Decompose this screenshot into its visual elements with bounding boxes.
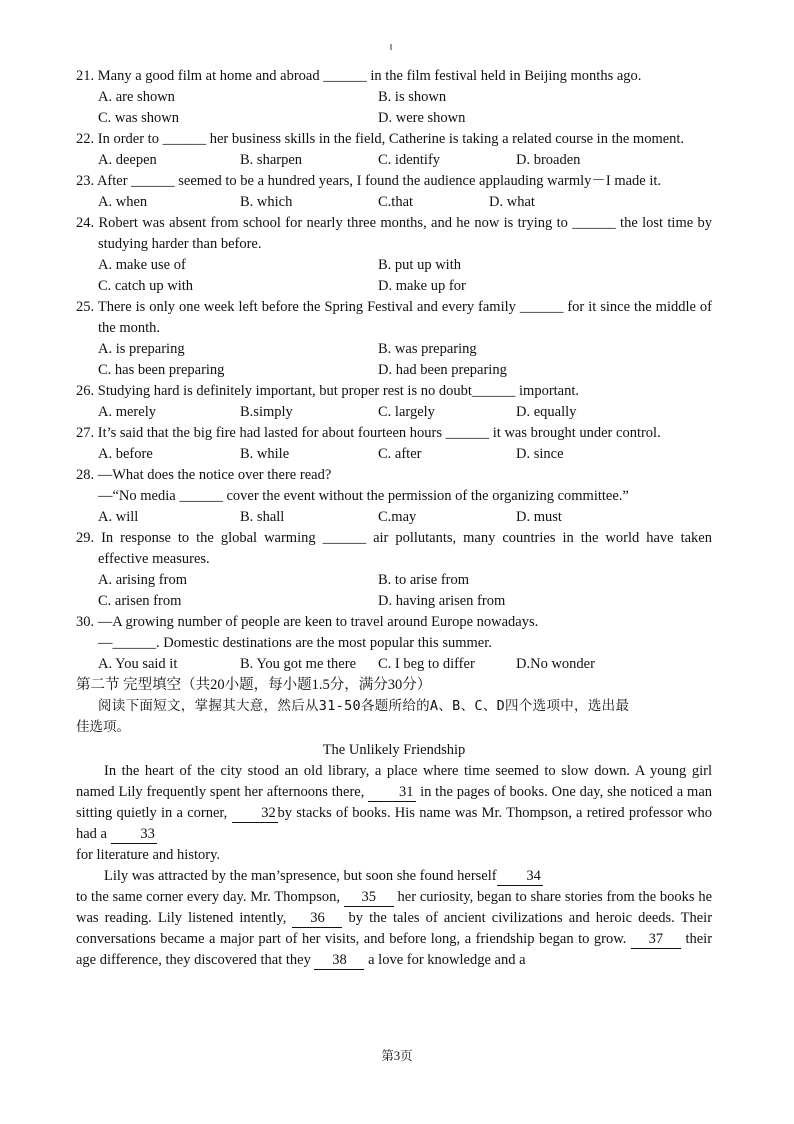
option-d: D. make up for	[378, 278, 466, 294]
option-b: B. You got me there	[240, 656, 356, 672]
blank-34[interactable]: 34	[497, 868, 543, 886]
option-a: A. is preparing	[98, 341, 185, 357]
option-c: C. I beg to differ	[378, 656, 475, 672]
dialogue-reply: —______. Domestic destinations are the most popular this summer.	[98, 635, 492, 651]
blank-33[interactable]: 33	[111, 826, 157, 844]
option-a: A. will	[98, 509, 139, 525]
option-b: B. which	[240, 194, 293, 210]
page-top-mark	[390, 44, 392, 50]
question-22	[76, 129, 712, 171]
question-stem: 21. Many a good film at home and abroad ______ in the film festival held in Beijing months ago.	[76, 68, 642, 84]
question-25	[76, 297, 712, 381]
option-c: C.may	[378, 509, 417, 525]
passage-text: In the heart of the city stood an old library, a place where time seemed to slow down. A young girl named Lily frequently spent her afternoons there,	[76, 763, 712, 800]
question-stem: 22. In order to ______ her business skills in the field, Catherine is taking a related course in the moment.	[76, 131, 685, 147]
exam-content	[76, 66, 712, 971]
passage-text: by the tales of ancient civilizations and heroic deeds. Their conversations became a major part of her visits, and before long, a friendship began to grow.	[76, 910, 713, 947]
option-a: A. merely	[98, 404, 156, 420]
option-c: C. after	[378, 446, 422, 462]
option-c: C. largely	[378, 404, 435, 420]
passage-paragraph-2-cont	[76, 887, 712, 971]
option-c: C. was shown	[98, 110, 179, 126]
options-row	[76, 654, 712, 675]
option-b: B. sharpen	[240, 152, 303, 168]
options-row	[76, 339, 712, 360]
option-b: B. shall	[240, 509, 285, 525]
option-c: C.that	[378, 194, 414, 210]
question-stem: 27. It’s said that the big fire had lasted for about fourteen hours ______ it was brought under control.	[76, 425, 661, 441]
question-stem: 28. —What does the notice over there read?	[76, 467, 332, 483]
dialogue-reply: —“No media ______ cover the event without the permission of the organizing committee.”	[98, 488, 629, 504]
question-stem: 25. There is only one week left before the Spring Festival and every family ______ for it since the middle of the month.	[76, 299, 712, 336]
passage-text: her curiosity, began to share stories from the books he was reading. Lily listened intently,	[76, 889, 713, 926]
question-30	[76, 612, 712, 675]
option-c: C. identify	[378, 152, 441, 168]
section-instruction: 阅读下面短文，掌握其大意，然后从31-50各题所给的A、B、C、D四个选项中，选出最	[98, 698, 630, 714]
options-row	[76, 255, 712, 276]
passage-text: to the same corner every day. Mr. Thompson,	[76, 889, 340, 905]
passage-text: in the pages of books. One day, she noticed a man sitting quietly in a corner,	[76, 784, 713, 821]
question-24	[76, 213, 712, 297]
option-b: B.simply	[240, 404, 293, 420]
question-26	[76, 381, 712, 423]
options-row	[76, 360, 712, 381]
options-row	[76, 444, 712, 465]
option-b: B. is shown	[378, 89, 447, 105]
passage-text: their age difference, they discovered that they	[76, 931, 713, 968]
passage-paragraph-2	[76, 866, 712, 887]
question-23	[76, 171, 712, 213]
option-c: C. catch up with	[98, 278, 194, 294]
option-a: A. before	[98, 446, 153, 462]
passage-text: Lily was attracted by the man’spresence, but soon she found herself	[104, 868, 497, 884]
option-d: D. equally	[516, 404, 577, 420]
options-row	[76, 570, 712, 591]
option-b: B. put up with	[378, 257, 461, 273]
blank-36[interactable]: 36	[292, 910, 342, 928]
question-29	[76, 528, 712, 612]
option-c: C. arisen from	[98, 593, 182, 609]
option-d: D. since	[516, 446, 564, 462]
passage-title: The Unlikely Friendship	[322, 742, 466, 758]
options-row	[76, 192, 712, 213]
option-b: B. to arise from	[378, 572, 470, 588]
options-row	[76, 591, 712, 612]
blank-37[interactable]: 37	[631, 931, 681, 949]
question-stem: 24. Robert was absent from school for nearly three months, and he now is trying to ______ the lost time by studying harder than before.	[76, 215, 712, 252]
question-stem: 29. In response to the global warming ______ air pollutants, many countries in the world have taken effective measures.	[76, 530, 712, 567]
option-a: A. make use of	[98, 257, 186, 273]
blank-31[interactable]: 31	[368, 784, 416, 802]
options-row	[76, 402, 712, 423]
question-stem: 23. After ______ seemed to be a hundred years, I found the audience applauding warmly－I made it.	[76, 173, 662, 189]
page-footer: 第3页	[381, 1049, 413, 1063]
question-27	[76, 423, 712, 465]
options-row	[76, 108, 712, 129]
section-heading: 第二节 完型填空（共20小题，每小题1.5分，满分30分）	[76, 677, 432, 693]
question-stem: 26. Studying hard is definitely important, but proper rest is no doubt______ important.	[76, 383, 580, 399]
blank-32[interactable]: 32	[232, 805, 278, 823]
section-instruction-cont: 佳选项。	[76, 719, 130, 735]
option-a: A. are shown	[98, 89, 175, 105]
option-d: D. what	[489, 194, 535, 210]
blank-35[interactable]: 35	[344, 889, 394, 907]
passage-paragraph-1	[76, 761, 712, 845]
option-a: A. deepen	[98, 152, 157, 168]
passage-text: for literature and history.	[76, 847, 221, 863]
question-stem: 30. —A growing number of people are keen to travel around Europe nowadays.	[76, 614, 539, 630]
option-a: A. arising from	[98, 572, 187, 588]
option-d: D. broaden	[516, 152, 581, 168]
blank-38[interactable]: 38	[314, 952, 364, 970]
option-b: B. while	[240, 446, 290, 462]
option-d: D. must	[516, 509, 562, 525]
option-c: C. has been preparing	[98, 362, 225, 378]
question-21	[76, 66, 712, 129]
option-a: A. You said it	[98, 656, 178, 672]
option-d: D. had been preparing	[378, 362, 507, 378]
options-row	[76, 150, 712, 171]
option-d: D.No wonder	[516, 656, 595, 672]
option-d: D. were shown	[378, 110, 466, 126]
options-row	[76, 87, 712, 108]
option-d: D. having arisen from	[378, 593, 506, 609]
option-b: B. was preparing	[378, 341, 477, 357]
passage-text: by stacks of books. His name was Mr. Thompson, a retired professor who had a	[76, 805, 712, 842]
options-row	[76, 276, 712, 297]
option-a: A. when	[98, 194, 148, 210]
question-28	[76, 465, 712, 528]
options-row	[76, 507, 712, 528]
passage-text: a love for knowledge and a	[368, 952, 526, 968]
